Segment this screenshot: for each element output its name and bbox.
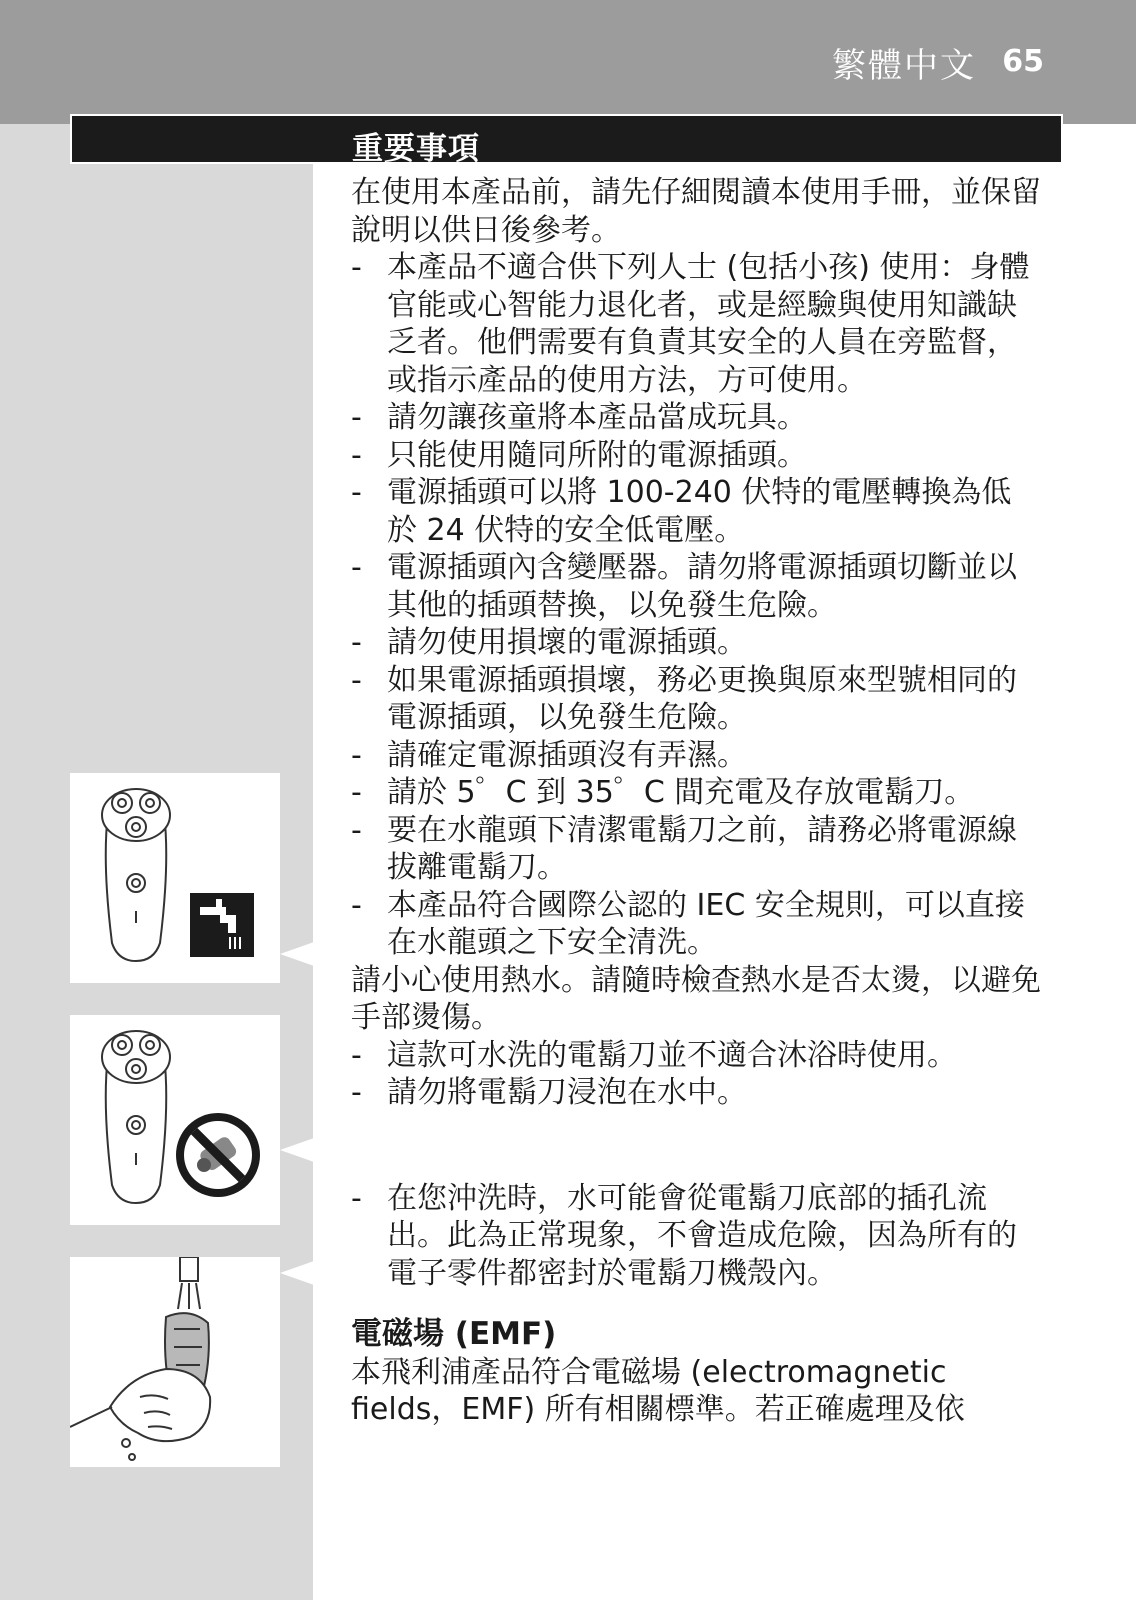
list-item: - 本產品不適合供下列人士 (包括小孩) 使用：身體官能或心智能力退化者，或是經驗與使用知識缺乏者。他們需要有負責其安全的人員在旁監督，或指示產品的使用方法，方可使用。 bbox=[351, 249, 1041, 399]
list-item: - 電源插頭可以將 100-240 伏特的電壓轉換為低於 24 伏特的安全低電壓。 bbox=[351, 474, 1041, 549]
safety-list bbox=[351, 249, 1041, 962]
no-submerge-icon bbox=[176, 1113, 260, 1197]
header-bar bbox=[0, 0, 1136, 124]
water-usage-list bbox=[351, 1037, 1041, 1112]
spacer bbox=[351, 1112, 1041, 1180]
shaver-no-submerge-illustration bbox=[70, 1015, 280, 1225]
list-item: - 請勿將電鬍刀浸泡在水中。 bbox=[351, 1074, 1041, 1112]
main-content bbox=[351, 174, 1041, 1429]
hand-rinsing-illustration bbox=[70, 1257, 280, 1467]
emf-heading: 電磁場 (EMF) bbox=[351, 1316, 557, 1352]
panel-pointer bbox=[280, 1138, 314, 1162]
list-item: - 這款可水洗的電鬍刀並不適合沐浴時使用。 bbox=[351, 1037, 1041, 1075]
list-item: - 只能使用隨同所附的電源插頭。 bbox=[351, 437, 1041, 475]
emf-paragraph: 本飛利浦產品符合電磁場 (electromagnetic fields，EMF) 所有相關標準。若正確處理及依 bbox=[351, 1354, 965, 1427]
list-item: - 如果電源插頭損壞，務必更換與原來型號相同的電源插頭，以免發生危險。 bbox=[351, 662, 1041, 737]
section-title-bar bbox=[70, 114, 1063, 167]
list-item: - 本產品符合國際公認的 IEC 安全規則，可以直接在水龍頭之下安全清洗。 bbox=[351, 887, 1041, 962]
list-item: - 在您沖洗時，水可能會從電鬍刀底部的插孔流出。此為正常現象，不會造成危險，因為所有的電子零件都密封於電鬍刀機殼內。 bbox=[351, 1180, 1041, 1293]
header-language: 繁體中文 bbox=[832, 46, 976, 86]
list-item: - 請勿讓孩童將本產品當成玩具。 bbox=[351, 399, 1041, 437]
shaver-rinse-illustration bbox=[70, 773, 280, 983]
list-item: - 請於 5゜C 到 35゜C 間充電及存放電鬍刀。 bbox=[351, 774, 1041, 812]
list-item: - 請勿使用損壞的電源插頭。 bbox=[351, 624, 1041, 662]
panel-pointer bbox=[280, 942, 314, 966]
tap-icon bbox=[190, 893, 254, 957]
intro-paragraph: 在使用本產品前，請先仔細閱讀本使用手冊，並保留說明以供日後參考。 bbox=[351, 175, 1041, 248]
section-title: 重要事項 bbox=[352, 131, 480, 167]
panel-pointer bbox=[280, 1261, 314, 1285]
hot-water-note: 請小心使用熱水。請隨時檢查熱水是否太燙，以避免手部燙傷。 bbox=[351, 962, 1041, 1035]
shaver-icon bbox=[102, 789, 170, 961]
hand-rinsing-icon bbox=[70, 1257, 210, 1460]
list-item: - 請確定電源插頭沒有弄濕。 bbox=[351, 737, 1041, 775]
list-item: - 要在水龍頭下清潔電鬍刀之前，請務必將電源線拔離電鬍刀。 bbox=[351, 812, 1041, 887]
page-number: 65 bbox=[1002, 44, 1044, 79]
shaver-icon bbox=[102, 1031, 170, 1203]
illustration-panel-rinsing bbox=[70, 1257, 280, 1467]
illustration-panel-rinse bbox=[70, 773, 280, 983]
rinse-note-list bbox=[351, 1180, 1041, 1293]
list-item: - 電源插頭內含變壓器。請勿將電源插頭切斷並以其他的插頭替換，以免發生危險。 bbox=[351, 549, 1041, 624]
illustration-panel-no-submerge bbox=[70, 1015, 280, 1225]
